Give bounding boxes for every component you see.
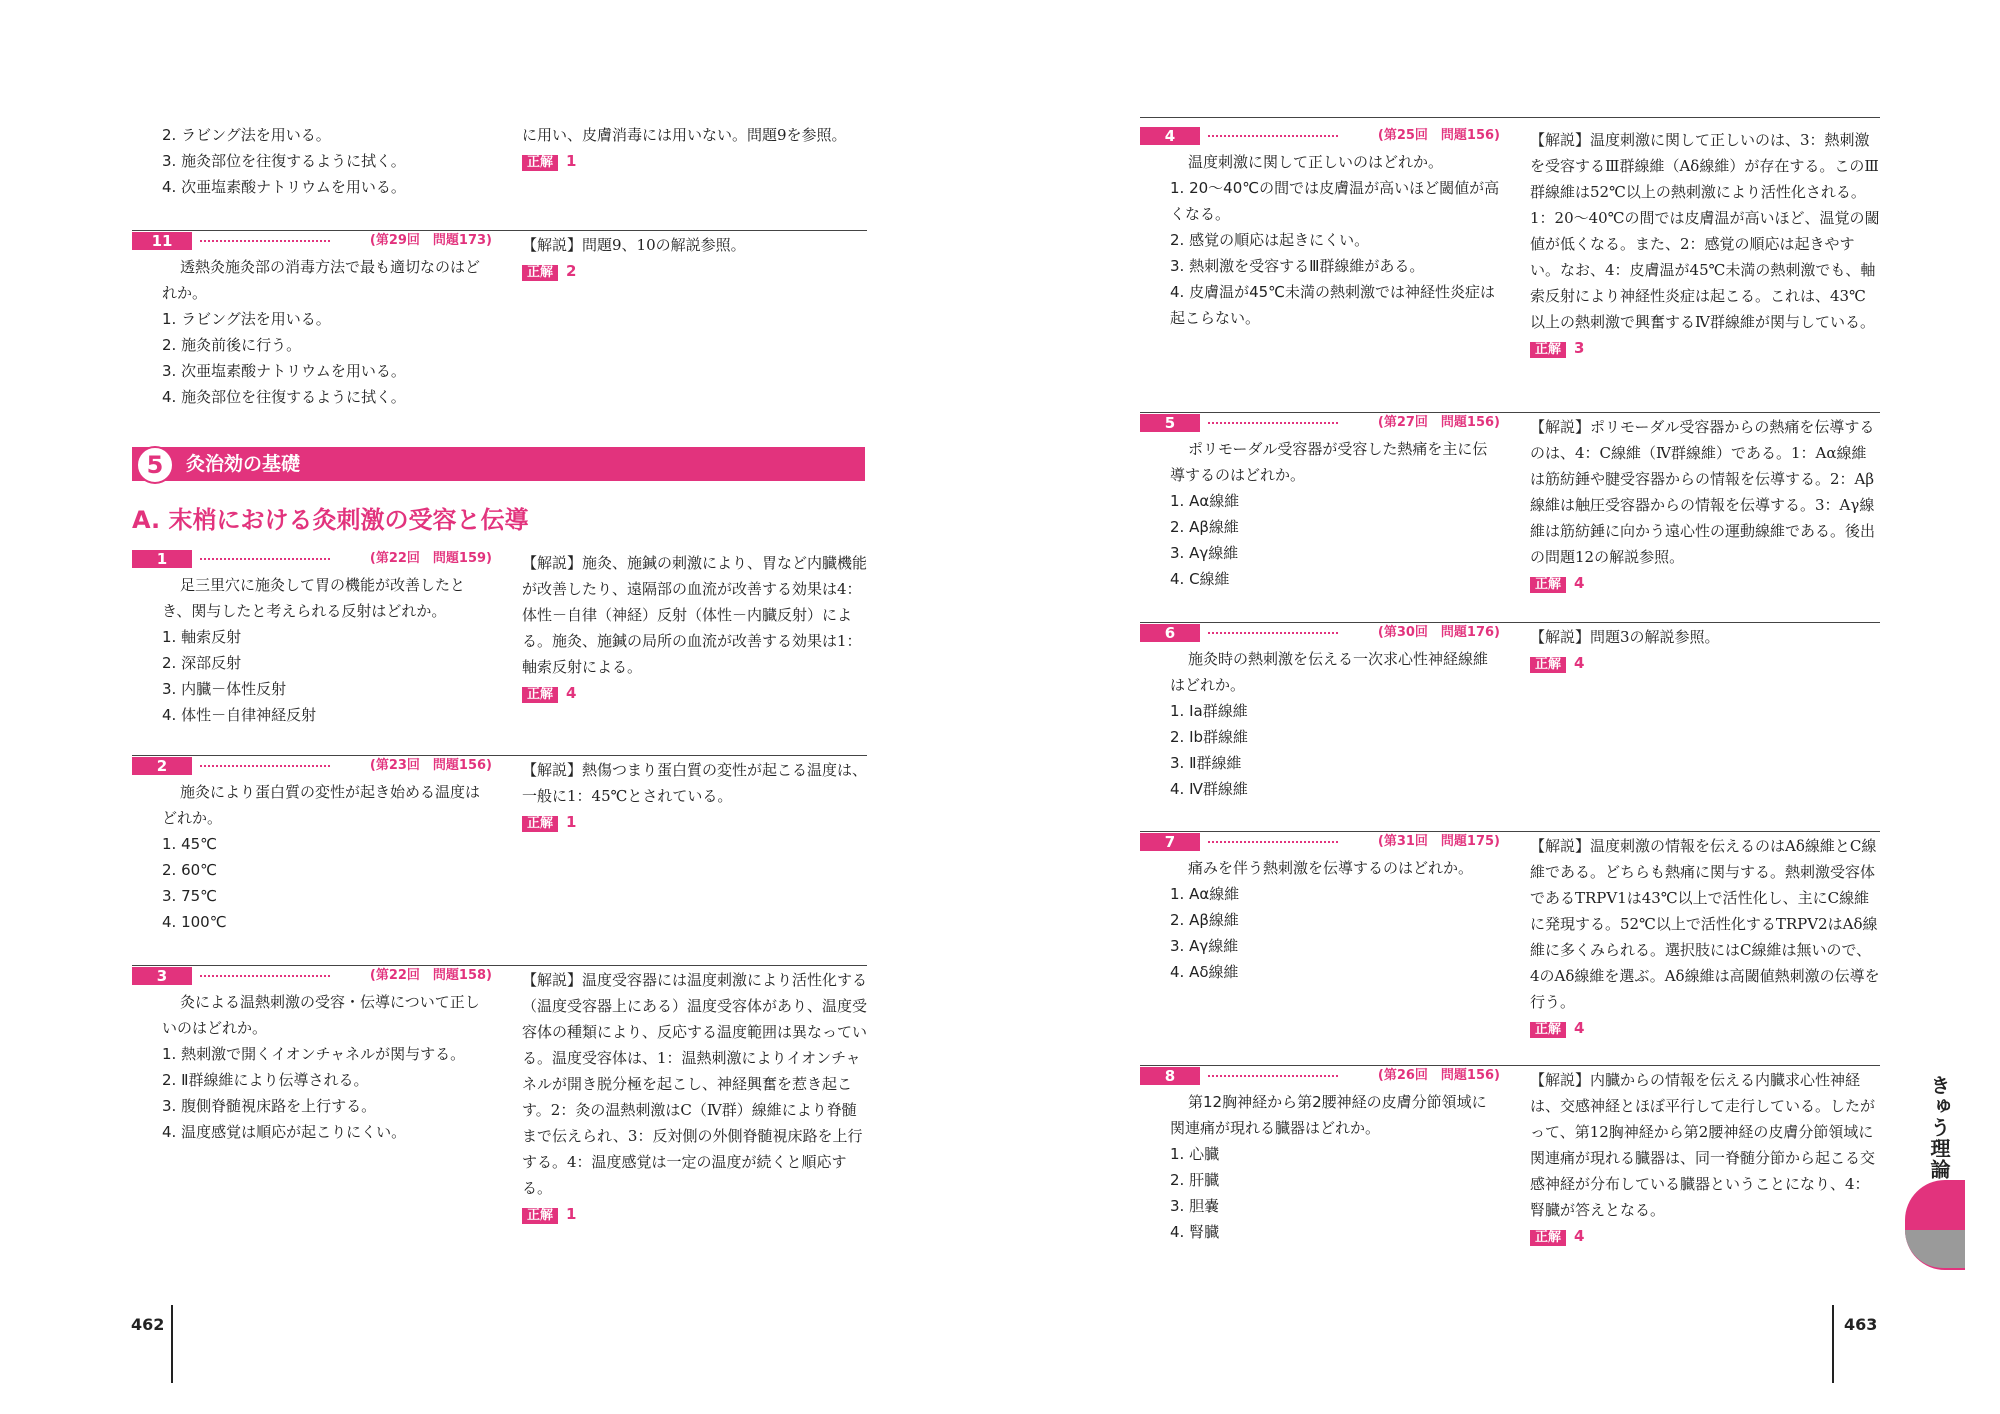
- choice: 4. 体性－自律神経反射: [162, 706, 317, 724]
- question-7: [1140, 833, 1880, 1037]
- answer-value: 1: [566, 1205, 577, 1223]
- question-3: [132, 967, 868, 1223]
- question-source: (第23回 問題156): [369, 758, 492, 773]
- choice: 1. 20〜40℃の間では皮膚温が高いほど閾値が高くなる。: [1170, 179, 1500, 223]
- choice: 1. ラビング法を用いる。: [162, 310, 331, 328]
- continued-question: [132, 122, 867, 200]
- question-source: (第27回 問題156): [1377, 415, 1500, 430]
- question-number: 6: [1140, 624, 1200, 642]
- divider: [1140, 412, 1880, 413]
- choice: 4. 皮膚温が45℃未満の熱刺激では神経性炎症は起こらない。: [1170, 283, 1496, 327]
- dotted-leader: [200, 240, 330, 242]
- divider: [1140, 1065, 1880, 1066]
- choice: 3. 次亜塩素酸ナトリウムを用いる。: [162, 362, 406, 380]
- choice: 4. 温度感覚は順応が起こりにくい。: [162, 1123, 407, 1141]
- choice: 2. 60℃: [162, 861, 218, 879]
- explanation: 【解説】熱傷つまり蛋白質の変性が起こる温度は、一般に1：45℃とされている。: [522, 761, 868, 805]
- choice: 4. 施灸部位を往復するように拭く。: [162, 388, 406, 406]
- choice: 3. 内臓－体性反射: [162, 680, 287, 698]
- explanation: 【解説】温度刺激に関して正しいのは、3：熱刺激を受容するⅢ群線維（Aδ線維）が存在する。このⅢ群線維は52℃以上の熱刺激により活性化される。1：20〜40℃の間では皮膚温が高いほど、温覚の閾値が低くなる。また、2：感覚の順応は起きやすい。なお、4：皮膚温が45℃未満の熱刺激でも、軸索反射により神経性炎症は起こる。これは、43℃以上の熱刺激で興奮するⅣ群線維が関与している。: [1530, 131, 1880, 331]
- answer-label: 正解: [522, 265, 558, 281]
- choice: 1. Aα線維: [1170, 885, 1240, 903]
- dotted-leader: [200, 765, 330, 767]
- answer-value: 1: [566, 813, 577, 831]
- question-stem: 痛みを伴う熱刺激を伝導するのはどれか。: [1188, 859, 1474, 877]
- choice: 1. 軸索反射: [162, 628, 242, 646]
- explanation: 【解説】ポリモーダル受容器からの熱痛を伝導するのは、4：C線維（Ⅳ群線維）である。1：Aα線維は筋紡錘や腱受容器からの情報を伝導する。2：Aβ線維は触圧受容器からの情報を伝導する。3：Aγ線維は筋紡錘に向かう遠心性の運動線維である。後出の問題12の解説参照。: [1530, 418, 1876, 566]
- question-5: [1140, 414, 1880, 592]
- choice: 2. 施灸前後に行う。: [162, 336, 302, 354]
- page-number-rule: [171, 1305, 173, 1383]
- section-header: [132, 447, 865, 481]
- question-number: 5: [1140, 414, 1200, 432]
- section-title: 灸治効の基礎: [186, 453, 301, 475]
- choice: 3. Aγ線維: [1170, 544, 1239, 562]
- explanation: 【解説】温度受容器には温度刺激により活性化する（温度受容器上にある）温度受容体があり、温度受容体の種類により、反応する温度範囲は異なっている。温度受容体は、1：温熱刺激によりイオンチャネルが開き脱分極を起こし、神経興奮を惹き起こす。2：灸の温熱刺激はC（Ⅳ群）線維により脊髄まで伝えられ、3：反対側の外側脊髄視床路を上行する。4：温度感覚は一定の温度が続くと順応する。: [522, 971, 868, 1197]
- question-source: (第30回 問題176): [1377, 625, 1500, 640]
- question-number: 11: [132, 232, 192, 250]
- choice: 2. Ⅰb群線維: [1170, 728, 1249, 746]
- answer-label: 正解: [1530, 1022, 1566, 1038]
- question-stem: 施灸により蛋白質の変性が起き始める温度はどれか。: [162, 783, 481, 827]
- question-stem: 温度刺激に関して正しいのはどれか。: [1188, 153, 1444, 171]
- section-number: 5: [136, 446, 174, 484]
- dotted-leader: [1208, 632, 1338, 634]
- choice: 1. Aα線維: [1170, 492, 1240, 510]
- question-number: 4: [1140, 127, 1200, 145]
- answer-label: 正解: [1530, 342, 1566, 358]
- explanation: 【解説】内臓からの情報を伝える内臓求心性神経は、交感神経とほぼ平行して走行している。したがって、第12胸神経から第2腰神経の皮膚分節領域に関連痛が現れる臓器は、同一脊髄分節から起こる交感神経が分布している臓器ということになり、4：腎臓が答えとなる。: [1530, 1071, 1876, 1219]
- side-tab-label: きゅう理論: [1927, 1075, 1951, 1180]
- choice: 3. 腹側脊髄視床路を上行する。: [162, 1097, 377, 1115]
- question-stem: 第12胸神経から第2腰神経の皮膚分節領域に関連痛が現れる臓器はどれか。: [1170, 1093, 1487, 1137]
- question-number: 8: [1140, 1067, 1200, 1085]
- choice: 2. Ⅱ群線維により伝導される。: [162, 1071, 369, 1089]
- choice: 3. 胆嚢: [1170, 1197, 1220, 1215]
- answer-value: 2: [566, 262, 577, 280]
- choice: 4. 腎臓: [1170, 1223, 1220, 1241]
- question-stem: 透熱灸施灸部の消毒方法で最も適切なのはどれか。: [162, 258, 481, 302]
- answer-label: 正解: [1530, 657, 1566, 673]
- right-page: [1000, 0, 2000, 1414]
- choice: 3. 施灸部位を往復するように拭く。: [162, 152, 406, 170]
- answer-label: 正解: [1530, 577, 1566, 593]
- question-1: [132, 550, 867, 728]
- question-number: 3: [132, 967, 192, 985]
- answer-label: 正解: [522, 687, 558, 703]
- choice: 2. Aβ線維: [1170, 911, 1239, 929]
- explanation: 【解説】温度刺激の情報を伝えるのはAδ線維とC線維である。どちらも熱痛に関与する。熱刺激受容体であるTRPV1は43℃以上で活性化し、主にC線維に発現する。52℃以上で活性化するTRPV2はAδ線維に多くみられる。選択肢にはC線維は無いので、4のAδ線維を選ぶ。Aδ線維は高閾値熱刺激の伝導を行う。: [1530, 837, 1880, 1011]
- question-source: (第31回 問題175): [1377, 834, 1500, 849]
- page-number-rule: [1832, 1305, 1834, 1383]
- choice: 2. Aβ線維: [1170, 518, 1239, 536]
- answer-value: 4: [566, 684, 577, 702]
- choice: 3. 熱刺激を受容するⅢ群線維がある。: [1170, 257, 1425, 275]
- answer-label: 正解: [522, 1208, 558, 1224]
- question-source: (第25回 問題156): [1377, 128, 1500, 143]
- question-4: [1140, 127, 1880, 357]
- divider: [132, 755, 867, 756]
- choice: 3. Aγ線維: [1170, 937, 1239, 955]
- divider: [1140, 117, 1880, 118]
- question-source: (第26回 問題156): [1377, 1068, 1500, 1083]
- dotted-leader: [200, 558, 330, 560]
- choice: 4. 次亜塩素酸ナトリウムを用いる。: [162, 178, 406, 196]
- answer-value: 4: [1574, 1019, 1585, 1037]
- question-11: [132, 232, 867, 410]
- answer-value: 4: [1574, 654, 1585, 672]
- explanation: 【解説】施灸、施鍼の刺激により、胃など内臓機能が改善したり、遠隔部の血流が改善する効果は4：体性－自律（神経）反射（体性－内臓反射）による。施灸、施鍼の局所の血流が改善する効果は1：軸索反射による。: [522, 554, 868, 676]
- divider: [132, 965, 867, 966]
- choice: 4. 100℃: [162, 913, 227, 931]
- page-number: 462: [131, 1315, 165, 1334]
- question-8: [1140, 1067, 1880, 1245]
- dotted-leader: [1208, 422, 1338, 424]
- divider: [132, 230, 867, 231]
- answer-label: 正解: [1530, 1230, 1566, 1246]
- question-source: (第22回 問題159): [369, 551, 492, 566]
- choice: 1. Ⅰa群線維: [1170, 702, 1248, 720]
- question-number: 7: [1140, 833, 1200, 851]
- question-number: 2: [132, 757, 192, 775]
- choice: 3. Ⅱ群線維: [1170, 754, 1242, 772]
- choice: 4. Aδ線維: [1170, 963, 1239, 981]
- choice: 4. Ⅳ群線維: [1170, 780, 1248, 798]
- choice: 2. 肝臓: [1170, 1171, 1220, 1189]
- choice: 2. ラビング法を用いる。: [162, 126, 331, 144]
- question-2: [132, 757, 867, 935]
- choice: 3. 75℃: [162, 887, 218, 905]
- question-number: 1: [132, 550, 192, 568]
- page-number: 463: [1844, 1315, 1878, 1334]
- explanation: 【解説】問題9、10の解説参照。: [522, 236, 746, 254]
- choice: 1. 45℃: [162, 835, 218, 853]
- answer-value: 4: [1574, 1227, 1585, 1245]
- question-stem: 施灸時の熱刺激を伝える一次求心性神経線維はどれか。: [1170, 650, 1489, 694]
- choice: 4. C線維: [1170, 570, 1230, 588]
- dotted-leader: [1208, 1075, 1338, 1077]
- dotted-leader: [1208, 841, 1338, 843]
- answer-value: 4: [1574, 574, 1585, 592]
- question-stem: 灸による温熱刺激の受容・伝導について正しいのはどれか。: [162, 993, 480, 1037]
- answer-label: 正解: [522, 816, 558, 832]
- divider: [1140, 622, 1880, 623]
- divider: [1140, 831, 1880, 832]
- answer-value: 1: [566, 152, 577, 170]
- question-stem: ポリモーダル受容器が受容した熱痛を主に伝導するのはどれか。: [1170, 440, 1488, 484]
- subsection-title: A. 末梢における灸刺激の受容と伝導: [132, 506, 529, 534]
- question-stem: 足三里穴に施灸して胃の機能が改善したとき、関与したと考えられる反射はどれか。: [162, 576, 466, 620]
- choice: 2. 感覚の順応は起きにくい。: [1170, 231, 1370, 249]
- choice: 1. 心臓: [1170, 1145, 1220, 1163]
- choice: 2. 深部反射: [162, 654, 242, 672]
- dotted-leader: [200, 975, 330, 977]
- choice: 1. 熱刺激で開くイオンチャネルが関与する。: [162, 1045, 466, 1063]
- dotted-leader: [1208, 135, 1338, 137]
- answer-label: 正解: [522, 155, 558, 171]
- explanation: 【解説】問題3の解説参照。: [1530, 628, 1720, 646]
- question-source: (第29回 問題173): [369, 233, 492, 248]
- answer-value: 3: [1574, 339, 1585, 357]
- question-source: (第22回 問題158): [369, 968, 492, 983]
- question-6: [1140, 624, 1880, 802]
- explanation: に用い、皮膚消毒には用いない。問題9を参照。: [522, 126, 847, 144]
